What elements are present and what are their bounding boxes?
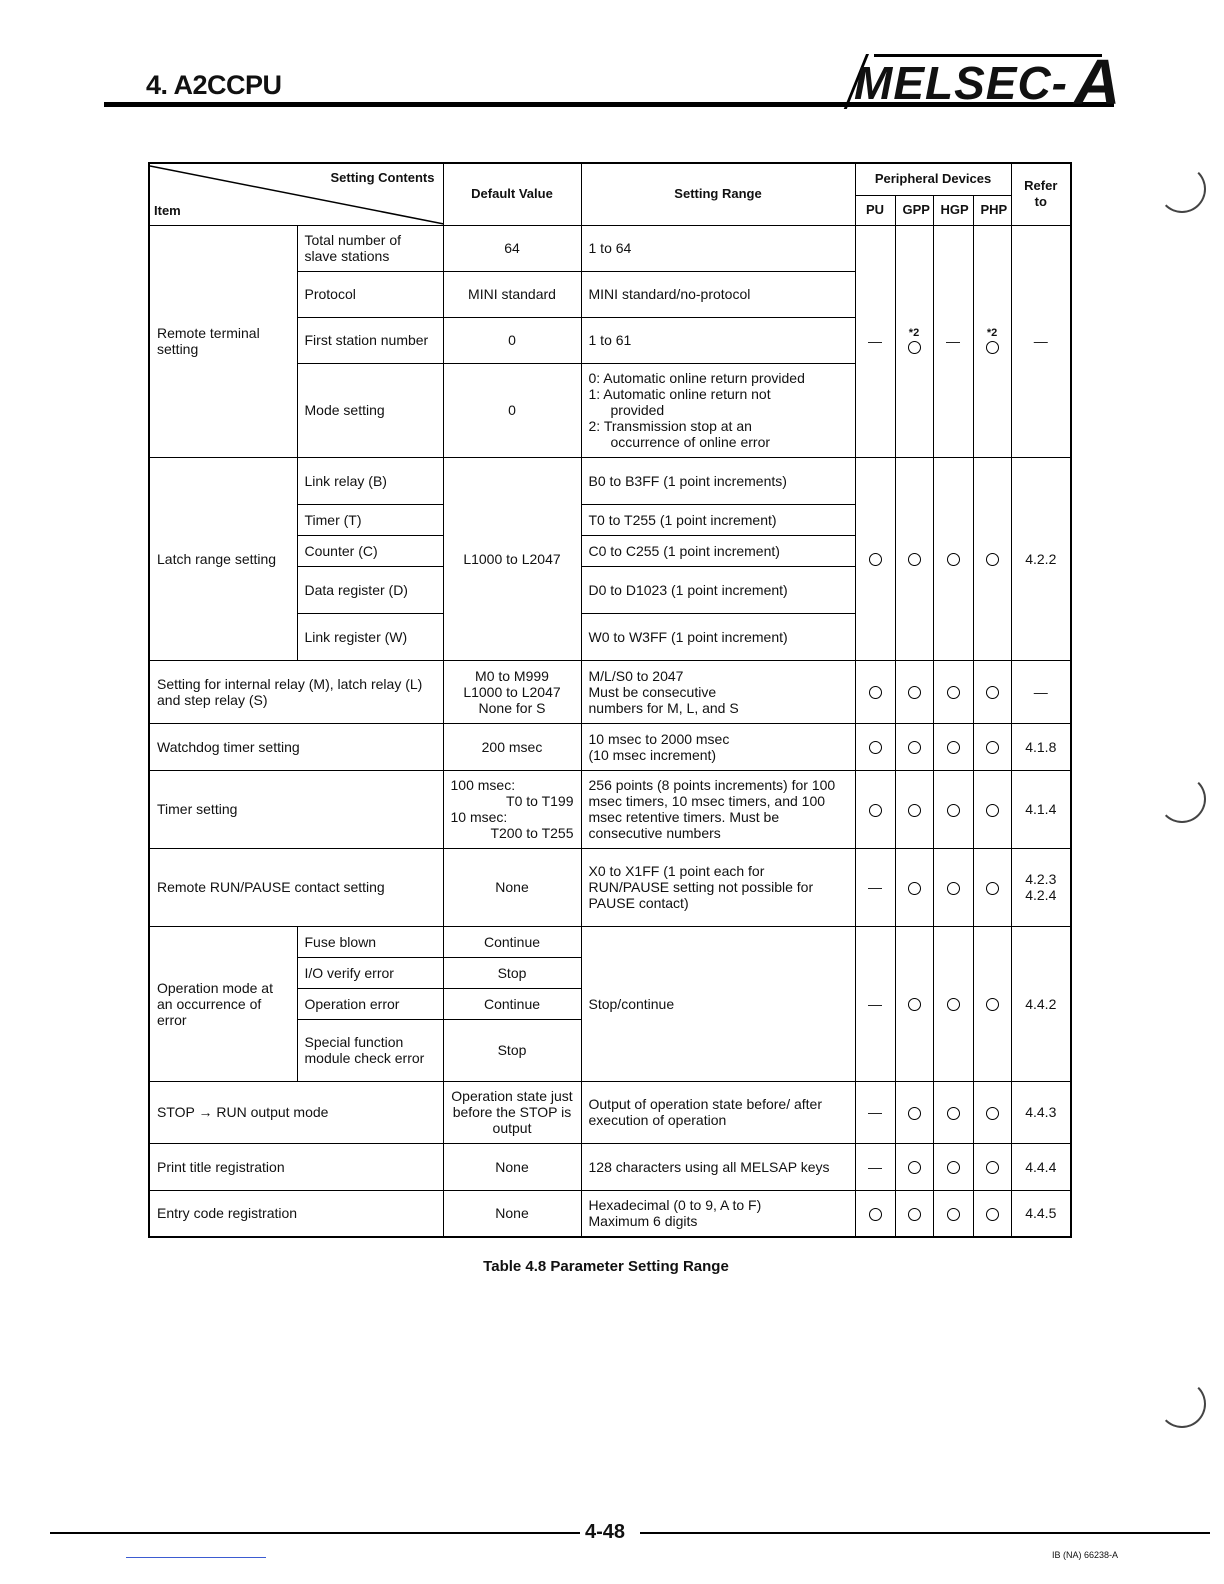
remote-default: 64 bbox=[443, 225, 581, 271]
circle-icon bbox=[908, 341, 921, 354]
remote-run-item: Remote RUN/PAUSE contact setting bbox=[149, 848, 443, 926]
watchdog-default: 200 msec bbox=[443, 723, 581, 770]
entry-hgp bbox=[933, 1190, 973, 1237]
header-diagonal-cell bbox=[149, 163, 443, 225]
watchdog-item: Watchdog timer setting bbox=[149, 723, 443, 770]
stoprun-pu: — bbox=[855, 1081, 895, 1143]
remote-gpp bbox=[895, 225, 933, 457]
header-gpp: GPP bbox=[895, 195, 933, 225]
scan-mark bbox=[126, 1557, 266, 1558]
footer-rule-left bbox=[50, 1532, 580, 1534]
melsec-logo bbox=[848, 46, 1121, 118]
internal-range bbox=[581, 660, 855, 723]
print-pu: — bbox=[855, 1143, 895, 1190]
timer-default bbox=[443, 770, 581, 848]
circle-icon bbox=[908, 1208, 921, 1221]
circle-icon bbox=[869, 686, 882, 699]
circle-icon bbox=[947, 882, 960, 895]
circle-icon bbox=[947, 741, 960, 754]
mode-line: 1: Automatic online return not bbox=[588, 386, 771, 402]
latch-range: T0 to T255 (1 point increment) bbox=[581, 504, 855, 535]
range-line: Must be consecutive bbox=[588, 683, 717, 700]
range-line: Maximum 6 digits bbox=[588, 1213, 698, 1230]
note-mark: *2 bbox=[986, 326, 998, 339]
opmode-hgp bbox=[933, 926, 973, 1081]
remote-run-range: X0 to X1FF (1 point each for RUN/PAUSE setting not possible for PAUSE contact) bbox=[581, 848, 855, 926]
timer-range: 256 points (8 points increments) for 100 msec timers, 10 msec timers, and 100 msec retentive timers. Must be consecutive numbers bbox=[581, 770, 855, 848]
default-line: T200 to T255 bbox=[490, 825, 574, 841]
remote-sub: Mode setting bbox=[297, 363, 443, 457]
latch-range: C0 to C255 (1 point increment) bbox=[581, 535, 855, 566]
remote-pu: — bbox=[855, 225, 895, 457]
circle-icon bbox=[908, 804, 921, 817]
latch-hgp bbox=[933, 457, 973, 660]
circle-icon bbox=[908, 1107, 921, 1120]
latch-sub: Link register (W) bbox=[297, 613, 443, 660]
opmode-sub: Special function module check error bbox=[297, 1019, 443, 1081]
remote-run-hgp bbox=[933, 848, 973, 926]
opmode-default: Stop bbox=[443, 1019, 581, 1081]
timer-php bbox=[973, 770, 1011, 848]
binder-hole-icon bbox=[1158, 165, 1206, 213]
watchdog-hgp bbox=[933, 723, 973, 770]
logo-letter: A bbox=[1074, 46, 1121, 118]
opmode-sub: I/O verify error bbox=[297, 957, 443, 988]
opmode-gpp bbox=[895, 926, 933, 1081]
circle-icon bbox=[986, 804, 999, 817]
circle-icon bbox=[908, 1161, 921, 1174]
range-line: Hexadecimal (0 to 9, A to F) bbox=[588, 1197, 762, 1214]
entry-range bbox=[581, 1190, 855, 1237]
watchdog-range bbox=[581, 723, 855, 770]
opmode-sub: Fuse blown bbox=[297, 926, 443, 957]
stoprun-php bbox=[973, 1081, 1011, 1143]
remote-run-php bbox=[973, 848, 1011, 926]
print-refer: 4.4.4 bbox=[1011, 1143, 1071, 1190]
mode-line: 0: Automatic online return provided bbox=[588, 370, 805, 386]
circle-icon bbox=[908, 882, 921, 895]
circle-icon bbox=[947, 1208, 960, 1221]
remote-default: 0 bbox=[443, 363, 581, 457]
mode-line: provided bbox=[610, 402, 665, 418]
latch-sub: Link relay (B) bbox=[297, 457, 443, 504]
refer-line: 4.2.4 bbox=[1025, 887, 1057, 903]
entry-gpp bbox=[895, 1190, 933, 1237]
latch-pu bbox=[855, 457, 895, 660]
section-title: 4. A2CCPU bbox=[146, 70, 282, 100]
internal-pu bbox=[855, 660, 895, 723]
note-mark: *2 bbox=[908, 326, 920, 339]
entry-pu bbox=[855, 1190, 895, 1237]
opmode-sub: Operation error bbox=[297, 988, 443, 1019]
refer-line: 4.2.3 bbox=[1025, 871, 1057, 887]
circle-icon bbox=[986, 1107, 999, 1120]
internal-gpp bbox=[895, 660, 933, 723]
entry-php bbox=[973, 1190, 1011, 1237]
circle-icon bbox=[947, 553, 960, 566]
document-id: IB (NA) 66238-A bbox=[1052, 1550, 1119, 1560]
remote-sub: First station number bbox=[297, 317, 443, 363]
timer-gpp bbox=[895, 770, 933, 848]
opmode-range: Stop/continue bbox=[581, 926, 855, 1081]
print-php bbox=[973, 1143, 1011, 1190]
entry-item: Entry code registration bbox=[149, 1190, 443, 1237]
remote-range: 1 to 64 bbox=[581, 225, 855, 271]
stoprun-refer: 4.4.3 bbox=[1011, 1081, 1071, 1143]
opmode-refer: 4.4.2 bbox=[1011, 926, 1071, 1081]
timer-pu bbox=[855, 770, 895, 848]
remote-run-refer bbox=[1011, 848, 1071, 926]
circle-icon bbox=[986, 741, 999, 754]
header-setting-range: Setting Range bbox=[581, 163, 855, 225]
latch-sub: Timer (T) bbox=[297, 504, 443, 535]
circle-icon bbox=[947, 998, 960, 1011]
header-default-value: Default Value bbox=[443, 163, 581, 225]
internal-refer: — bbox=[1011, 660, 1071, 723]
entry-refer: 4.4.5 bbox=[1011, 1190, 1071, 1237]
circle-icon bbox=[869, 741, 882, 754]
opmode-pu: — bbox=[855, 926, 895, 1081]
remote-php bbox=[973, 225, 1011, 457]
logo-text: MELSEC- bbox=[854, 57, 1068, 109]
latch-range: W0 to W3FF (1 point increment) bbox=[581, 613, 855, 660]
latch-refer: 4.2.2 bbox=[1011, 457, 1071, 660]
default-line: 10 msec: bbox=[450, 809, 508, 825]
circle-icon bbox=[947, 686, 960, 699]
footer-rule-right bbox=[640, 1532, 1210, 1534]
watchdog-gpp bbox=[895, 723, 933, 770]
circle-icon bbox=[908, 553, 921, 566]
remote-range-mode bbox=[581, 363, 855, 457]
circle-icon bbox=[986, 686, 999, 699]
stoprun-hgp bbox=[933, 1081, 973, 1143]
default-line: L1000 to L2047 bbox=[463, 683, 561, 700]
internal-item: Setting for internal relay (M), latch relay (L) and step relay (S) bbox=[149, 660, 443, 723]
range-line: numbers for M, L, and S bbox=[588, 699, 739, 716]
mode-line: occurrence of online error bbox=[610, 434, 771, 450]
latch-item: Latch range setting bbox=[149, 457, 297, 660]
remote-sub: Total number of slave stations bbox=[297, 225, 443, 271]
mode-line: 2: Transmission stop at an bbox=[588, 418, 752, 434]
circle-icon bbox=[986, 998, 999, 1011]
header-setting-contents: Setting Contents bbox=[330, 170, 435, 185]
remote-item: Remote terminal setting bbox=[149, 225, 297, 457]
header-item: Item bbox=[154, 202, 181, 218]
circle-icon bbox=[986, 1161, 999, 1174]
opmode-default: Continue bbox=[443, 926, 581, 957]
stoprun-gpp bbox=[895, 1081, 933, 1143]
circle-icon bbox=[986, 1208, 999, 1221]
default-line: T0 to T199 bbox=[506, 793, 574, 809]
parameter-table bbox=[148, 162, 1072, 1238]
circle-icon bbox=[947, 1161, 960, 1174]
opmode-item: Operation mode at an occurrence of error bbox=[149, 926, 297, 1081]
print-default: None bbox=[443, 1143, 581, 1190]
page-number: 4-48 bbox=[585, 1521, 626, 1543]
circle-icon bbox=[947, 804, 960, 817]
circle-icon bbox=[986, 341, 999, 354]
stoprun-default: Operation state just before the STOP is output bbox=[443, 1081, 581, 1143]
watchdog-refer: 4.1.8 bbox=[1011, 723, 1071, 770]
timer-refer: 4.1.4 bbox=[1011, 770, 1071, 848]
stoprun-range: Output of operation state before/ after execution of operation bbox=[581, 1081, 855, 1143]
header-hgp: HGP bbox=[933, 195, 973, 225]
remote-default: 0 bbox=[443, 317, 581, 363]
circle-icon bbox=[908, 686, 921, 699]
latch-sub: Data register (D) bbox=[297, 566, 443, 613]
latch-sub: Counter (C) bbox=[297, 535, 443, 566]
watchdog-pu bbox=[855, 723, 895, 770]
watchdog-php bbox=[973, 723, 1011, 770]
circle-icon bbox=[947, 1107, 960, 1120]
range-line: M/L/S0 to 2047 bbox=[588, 667, 684, 684]
header-php: PHP bbox=[973, 195, 1011, 225]
print-gpp bbox=[895, 1143, 933, 1190]
entry-default: None bbox=[443, 1190, 581, 1237]
latch-default: L1000 to L2047 bbox=[443, 457, 581, 660]
default-line: M0 to M999 bbox=[475, 667, 549, 684]
print-hgp bbox=[933, 1143, 973, 1190]
circle-icon bbox=[986, 882, 999, 895]
latch-php bbox=[973, 457, 1011, 660]
circle-icon bbox=[869, 553, 882, 566]
remote-run-pu: — bbox=[855, 848, 895, 926]
internal-php bbox=[973, 660, 1011, 723]
range-line: (10 msec increment) bbox=[588, 746, 717, 763]
opmode-default: Continue bbox=[443, 988, 581, 1019]
header-peripheral-devices: Peripheral Devices bbox=[855, 163, 1011, 195]
remote-default: MINI standard bbox=[443, 271, 581, 317]
remote-refer: — bbox=[1011, 225, 1071, 457]
timer-hgp bbox=[933, 770, 973, 848]
circle-icon bbox=[869, 804, 882, 817]
default-line: None for S bbox=[478, 699, 546, 716]
table-caption: Table 4.8 Parameter Setting Range bbox=[483, 1258, 729, 1275]
print-range: 128 characters using all MELSAP keys bbox=[581, 1143, 855, 1190]
remote-run-default: None bbox=[443, 848, 581, 926]
header-refer-to: Refer to bbox=[1011, 163, 1071, 225]
internal-hgp bbox=[933, 660, 973, 723]
circle-icon bbox=[908, 741, 921, 754]
internal-default bbox=[443, 660, 581, 723]
range-line: 10 msec to 2000 msec bbox=[588, 730, 730, 747]
latch-range: D0 to D1023 (1 point increment) bbox=[581, 566, 855, 613]
latch-gpp bbox=[895, 457, 933, 660]
print-item: Print title registration bbox=[149, 1143, 443, 1190]
binder-hole-icon bbox=[1158, 1380, 1206, 1428]
opmode-default: Stop bbox=[443, 957, 581, 988]
remote-run-gpp bbox=[895, 848, 933, 926]
timer-item: Timer setting bbox=[149, 770, 443, 848]
remote-sub: Protocol bbox=[297, 271, 443, 317]
binder-hole-icon bbox=[1158, 775, 1206, 823]
default-line: 100 msec: bbox=[450, 777, 516, 793]
stoprun-item: STOP → RUN output mode bbox=[149, 1081, 443, 1143]
opmode-php bbox=[973, 926, 1011, 1081]
header-pu: PU bbox=[855, 195, 895, 225]
latch-range: B0 to B3FF (1 point increments) bbox=[581, 457, 855, 504]
remote-hgp: — bbox=[933, 225, 973, 457]
circle-icon bbox=[869, 1208, 882, 1221]
circle-icon bbox=[986, 553, 999, 566]
remote-range: 1 to 61 bbox=[581, 317, 855, 363]
circle-icon bbox=[908, 998, 921, 1011]
remote-range: MINI standard/no-protocol bbox=[581, 271, 855, 317]
